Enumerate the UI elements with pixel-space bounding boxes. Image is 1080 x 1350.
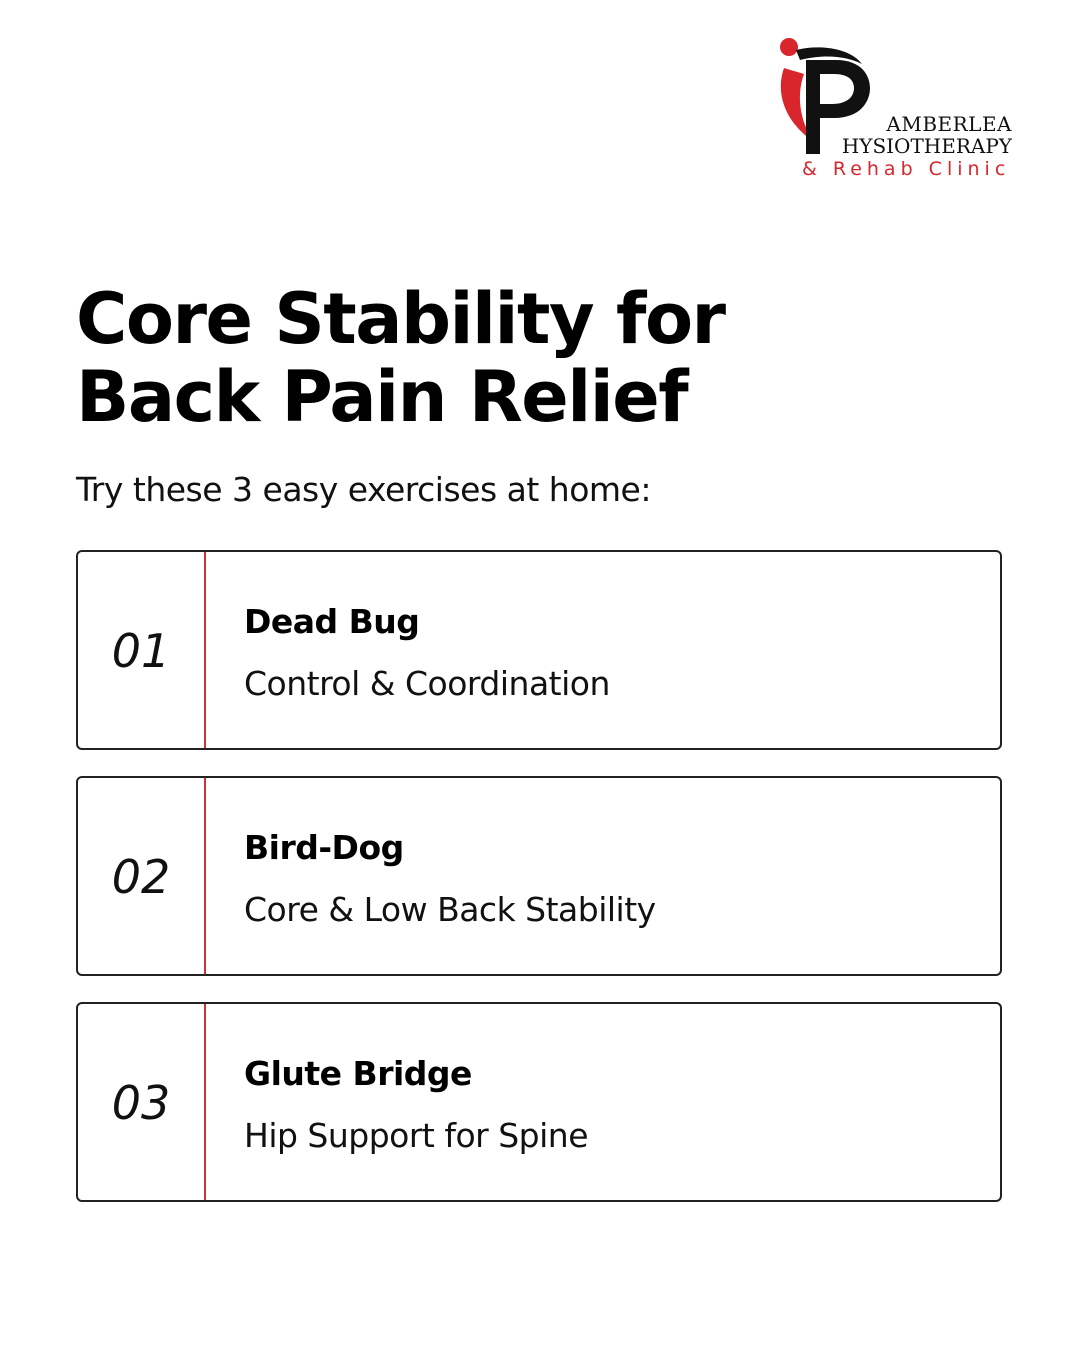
page-title-line-1: Core Stability for: [76, 278, 725, 360]
logo-line-physiotherapy: HYSIOTHERAPY: [841, 134, 1012, 158]
exercise-name: Glute Bridge: [244, 1054, 472, 1093]
logo-line-amberlea: AMBERLEA: [886, 112, 1012, 136]
exercise-number-column: [78, 552, 206, 748]
exercise-card-1: [76, 550, 1002, 750]
exercise-card-3: [76, 1002, 1002, 1202]
exercise-name: Bird-Dog: [244, 828, 404, 867]
page-title-line-2: Back Pain Relief: [76, 356, 688, 438]
exercise-description: Hip Support for Spine: [244, 1116, 589, 1155]
exercise-number: 03: [111, 1076, 171, 1130]
exercise-name: Dead Bug: [244, 602, 420, 641]
logo-line-rehab-clinic: & Rehab Clinic: [802, 158, 1011, 180]
exercise-description: Control & Coordination: [244, 664, 610, 703]
exercise-card-2: [76, 776, 1002, 976]
exercise-number-column: [78, 778, 206, 974]
page-subtitle: Try these 3 easy exercises at home:: [76, 470, 651, 509]
exercise-description: Core & Low Back Stability: [244, 890, 656, 929]
exercise-number: 01: [111, 624, 171, 678]
page-title: [76, 280, 725, 436]
clinic-logo: [770, 30, 1050, 190]
exercise-number-column: [78, 1004, 206, 1200]
exercise-number: 02: [111, 850, 171, 904]
